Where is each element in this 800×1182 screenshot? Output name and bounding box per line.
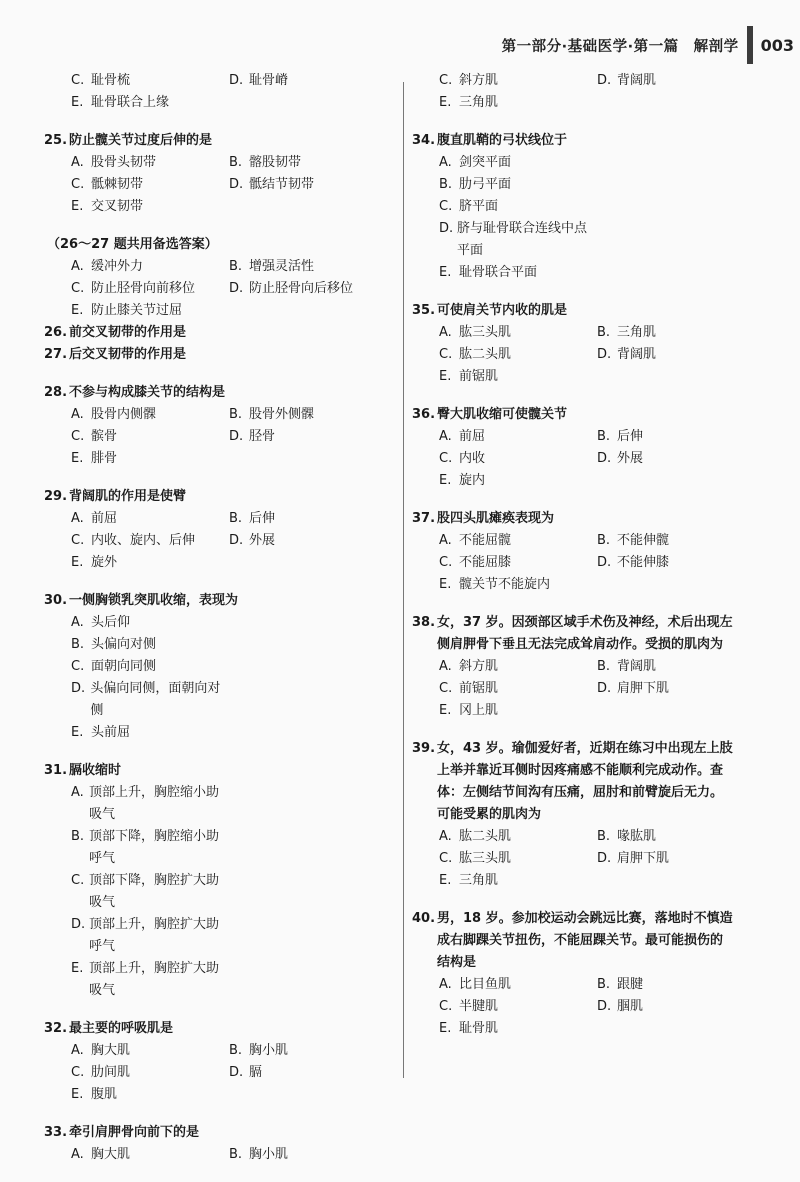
option-a: A. 剑突平面 xyxy=(439,155,512,170)
option-e: E. 腓骨 xyxy=(71,451,118,466)
question-34 xyxy=(412,130,770,284)
options xyxy=(44,1144,389,1166)
option-b: B. 顶部下降，胸腔缩小助呼气 xyxy=(71,829,219,866)
question-stem: 38. 女，37 岁。因颈部区域手术伤及神经，术后出现左 xyxy=(412,615,733,630)
question-stem-line: 成右脚踝关节扭伤，不能屈踝关节。最可能损伤的 xyxy=(437,933,724,948)
option-c: C. 肱三头肌 xyxy=(439,851,512,866)
question-stem: 26. 前交叉韧带的作用是 xyxy=(44,325,187,340)
question-26 xyxy=(44,322,389,344)
question-stem-line: 体：左侧结节间沟有压痛，屈肘和前臂旋后无力。 xyxy=(437,785,724,800)
question-30 xyxy=(44,590,389,744)
question-stem: 40. 男，18 岁。参加校运动会跳远比赛，落地时不慎造 xyxy=(412,911,733,926)
option-c: C. 骶棘韧带 xyxy=(71,177,144,192)
option-d: D. 头偏向同侧，面朝向对侧 xyxy=(71,681,221,718)
option-c: C. 内收 xyxy=(439,451,486,466)
option-a: A. 斜方肌 xyxy=(439,659,499,674)
option-e: E. 耻骨肌 xyxy=(439,1021,499,1036)
question-37 xyxy=(412,508,770,596)
option-b: B. 头偏向对侧 xyxy=(71,637,157,652)
options xyxy=(412,322,770,388)
option-e: E. 三角肌 xyxy=(439,95,499,110)
option-e: E. 三角肌 xyxy=(439,873,499,888)
question-stem-line: 上举并靠近耳侧时因疼痛感不能顺利完成动作。查 xyxy=(437,763,724,778)
option-e: E. 髋关节不能旋内 xyxy=(439,577,551,592)
question-stem-line: 侧肩胛骨下垂且无法完成耸肩动作。受损的肌肉为 xyxy=(437,637,724,652)
question-stem: 28. 不参与构成膝关节的结构是 xyxy=(44,385,226,400)
question-stem: 37. 股四头肌瘫痪表现为 xyxy=(412,511,555,526)
option-e: E. 防止膝关节过屈 xyxy=(71,303,183,318)
options xyxy=(44,612,389,744)
option-a: A. 比目鱼肌 xyxy=(439,977,512,992)
option-d: D. 不能伸膝 xyxy=(597,555,670,570)
option-d: D. 胫骨 xyxy=(229,429,276,444)
question-stem: 27. 后交叉韧带的作用是 xyxy=(44,347,187,362)
question-35 xyxy=(412,300,770,388)
options xyxy=(44,782,389,1002)
option-b: B. 三角肌 xyxy=(597,325,657,340)
option-c: C. 不能屈膝 xyxy=(439,555,512,570)
option-e: E. 顶部上升，胸腔扩大助吸气 xyxy=(71,961,219,998)
option-b: B. 肋弓平面 xyxy=(439,177,512,192)
option-a: A. 缓冲外力 xyxy=(71,259,144,274)
right-column xyxy=(412,70,770,1056)
question-stem: 36. 臀大肌收缩可使髋关节 xyxy=(412,407,568,422)
option-b: B. 喙肱肌 xyxy=(597,829,657,844)
options xyxy=(412,656,770,722)
page-number: 003 xyxy=(760,35,794,55)
question-stem-line: 结构是 xyxy=(437,955,477,970)
option-b: B. 髂股韧带 xyxy=(229,155,302,170)
option-e: E. 冈上肌 xyxy=(439,703,499,718)
options xyxy=(44,152,389,218)
option-a: A. 顶部上升，胸腔缩小助吸气 xyxy=(71,785,219,822)
option-d: D. 肩胛下肌 xyxy=(597,681,670,696)
option-c: C. 肋间肌 xyxy=(71,1065,131,1080)
options xyxy=(44,256,389,322)
option-a: A. 前屈 xyxy=(439,429,486,444)
question-group-26-27 xyxy=(44,234,389,322)
option-b: B. 跟腱 xyxy=(597,977,644,992)
option-d: D. 膈 xyxy=(229,1065,263,1080)
question-stem-line: 可能受累的肌肉为 xyxy=(437,807,542,822)
option-c: C. 半腱肌 xyxy=(439,999,499,1014)
option-b: B. 股骨外侧髁 xyxy=(229,407,315,422)
option-c: C. 肱二头肌 xyxy=(439,347,512,362)
question-24-continuation xyxy=(44,70,389,114)
options xyxy=(412,152,770,284)
option-b: B. 增强灵活性 xyxy=(229,259,315,274)
option-d: D. 腘肌 xyxy=(597,999,644,1014)
option-c: C. 斜方肌 xyxy=(439,73,499,88)
option-a: A. 不能屈髋 xyxy=(439,533,512,548)
option-a: A. 股骨内侧髁 xyxy=(71,407,157,422)
option-a: A. 肱二头肌 xyxy=(439,829,512,844)
question-38 xyxy=(412,612,770,722)
option-c: C. 内收、旋内、后伸 xyxy=(71,533,196,548)
page-header xyxy=(502,28,800,62)
question-stem: 29. 背阔肌的作用是使臂 xyxy=(44,489,187,504)
question-40 xyxy=(412,908,770,1040)
option-e: E. 耻骨联合上缘 xyxy=(71,95,170,110)
option-b: B. 后伸 xyxy=(597,429,644,444)
options xyxy=(44,70,389,114)
option-d: D. 耻骨嵴 xyxy=(229,73,289,88)
option-a: A. 肱三头肌 xyxy=(439,325,512,340)
option-a: A. 头后仰 xyxy=(71,615,131,630)
left-column xyxy=(44,70,389,1182)
option-d: D. 防止胫骨向后移位 xyxy=(229,281,354,296)
question-stem: 34. 腹直肌鞘的弓状线位于 xyxy=(412,133,568,148)
option-e: E. 腹肌 xyxy=(71,1087,118,1102)
options xyxy=(412,826,770,892)
question-stem: 33. 牵引肩胛骨向前下的是 xyxy=(44,1125,200,1140)
question-28 xyxy=(44,382,389,470)
option-e: E. 耻骨联合平面 xyxy=(439,265,538,280)
option-c: C. 防止胫骨向前移位 xyxy=(71,281,196,296)
option-c: C. 脐平面 xyxy=(439,199,499,214)
question-stem: 25. 防止髋关节过度后伸的是 xyxy=(44,133,213,148)
options xyxy=(44,1040,389,1106)
option-e: E. 旋内 xyxy=(439,473,486,488)
option-c: C. 前锯肌 xyxy=(439,681,499,696)
question-stem: 30. 一侧胸锁乳突肌收缩，表现为 xyxy=(44,593,239,608)
option-e: E. 前锯肌 xyxy=(439,369,499,384)
question-32 xyxy=(44,1018,389,1106)
option-c: C. 面朝向同侧 xyxy=(71,659,157,674)
question-33-continuation xyxy=(412,70,770,114)
option-c: C. 耻骨梳 xyxy=(71,73,131,88)
options xyxy=(412,70,770,114)
option-c: C. 髌骨 xyxy=(71,429,118,444)
option-b: B. 胸小肌 xyxy=(229,1043,289,1058)
option-b: B. 后伸 xyxy=(229,511,276,526)
option-d: D. 外展 xyxy=(229,533,276,548)
option-e: E. 旋外 xyxy=(71,555,118,570)
question-36 xyxy=(412,404,770,492)
question-stem: 39. 女，43 岁。瑜伽爱好者，近期在练习中出现左上肢 xyxy=(412,741,733,756)
option-b: B. 不能伸髋 xyxy=(597,533,670,548)
option-d: D. 顶部上升，胸腔扩大助呼气 xyxy=(71,917,219,954)
option-a: A. 股骨头韧带 xyxy=(71,155,157,170)
option-a: A. 胸大肌 xyxy=(71,1043,131,1058)
option-d: D. 背阔肌 xyxy=(597,73,657,88)
options xyxy=(412,530,770,596)
option-c: C. 顶部下降，胸腔扩大助吸气 xyxy=(71,873,219,910)
option-b: B. 胸小肌 xyxy=(229,1147,289,1162)
question-stem: 31. 膈收缩时 xyxy=(44,763,122,778)
question-25 xyxy=(44,130,389,218)
question-27 xyxy=(44,344,389,366)
question-39 xyxy=(412,738,770,892)
option-a: A. 胸大肌 xyxy=(71,1147,131,1162)
option-d: D. 外展 xyxy=(597,451,644,466)
section-title: 第一部分·基础医学·第一篇 解剖学 xyxy=(501,38,739,55)
option-e: E. 交叉韧带 xyxy=(71,199,144,214)
options xyxy=(412,974,770,1040)
column-divider xyxy=(403,82,404,1078)
question-stem: 35. 可使肩关节内收的肌是 xyxy=(412,303,568,318)
options xyxy=(44,404,389,470)
group-header: （26～27 题共用备选答案） xyxy=(47,237,218,252)
option-d: D. 脐与耻骨联合连线中点平面 xyxy=(439,221,587,258)
option-a: A. 前屈 xyxy=(71,511,118,526)
option-b: B. 背阔肌 xyxy=(597,659,657,674)
question-33 xyxy=(44,1122,389,1166)
header-bar xyxy=(747,26,753,64)
option-d: D. 肩胛下肌 xyxy=(597,851,670,866)
options xyxy=(412,426,770,492)
option-d: D. 骶结节韧带 xyxy=(229,177,315,192)
option-d: D. 背阔肌 xyxy=(597,347,657,362)
options xyxy=(44,508,389,574)
question-31 xyxy=(44,760,389,1002)
option-e: E. 头前屈 xyxy=(71,725,131,740)
question-29 xyxy=(44,486,389,574)
question-stem: 32. 最主要的呼吸肌是 xyxy=(44,1021,174,1036)
